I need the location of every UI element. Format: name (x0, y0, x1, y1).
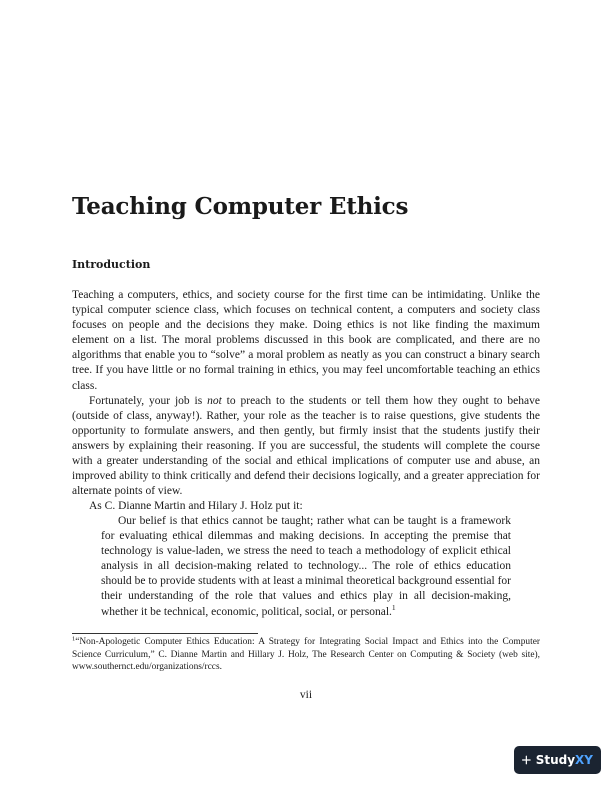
watermark-brand-prefix: Study (535, 753, 576, 767)
watermark-brand-suffix: XY (575, 753, 593, 767)
paragraph-1: Teaching a computers, ethics, and society course for the first time can be intimidating. Unlike the typical computer science class, which focuses on technical content, a computers and society class focuses on people and the decisions they make. Doing ethics is not like finding the maximum element on a list. The moral problems discussed in this book are complicated, and there are no algorithms that enable you to “solve” a moral problem as neatly as you can construct a binary search tree. If you have little or no formal training in ethics, you may feel uncomfortable teaching an ethics class. (72, 289, 540, 392)
footnote-marker: 1 (72, 635, 76, 643)
chapter-title: Teaching Computer Ethics (72, 193, 409, 220)
footnote-text: “Non-Apologetic Computer Ethics Education: A Strategy for Integrating Social Impact and Ethics into the Computer Science Curriculum,” C. Dianne Martin and Hillary J. Holz, The Research Center on Computing & Society (web site), www.southernct.edu/organizations/rccs. (72, 637, 540, 673)
body-text (72, 288, 540, 514)
footnote-reference[interactable]: 1 (391, 602, 396, 612)
paragraph-2-rest: to preach to the students or tell them how they ought to behave (outside of class, anyway!). Rather, your role as the teacher is to raise questions, give students the opportunity to formulate answers, and then gently, but firmly insist that the students justify their answers by explaining their reasoning. If you are successful, the students will complete the course with a greater understanding of the social and ethical implications of computer use and abuse, an improved ability to think critically and defend their decisions logically, and a greater appreciation for alternate points of view. (72, 394, 540, 498)
footnote (72, 636, 540, 674)
section-heading: Introduction (72, 258, 151, 271)
block-quote (101, 514, 511, 620)
page-number: vii (299, 689, 313, 701)
paragraph-2-emphasis: not (207, 394, 222, 407)
paragraph-3: As C. Dianne Martin and Hilary J. Holz put it: (89, 500, 303, 513)
watermark-brand (536, 753, 593, 767)
plus-icon (522, 753, 531, 767)
paragraph-2-lead: Fortunately, your job is (89, 394, 208, 407)
paragraph-2 (72, 394, 540, 500)
footnote-divider (72, 633, 258, 634)
block-quote-text: Our belief is that ethics cannot be taught; rather what can be taught is a framework for evaluating ethical dilemmas and making decisions. In accepting the premise that technology is value-laden, we stress the need to teach a methodology of explicit ethical analysis in all decision-making related to technology... The role of ethics education should be to provide students with at least a minimal theoretical background essential for their understanding of the role that values and ethics play in all decision-making, whether it be technical, economic, political, social, or personal. (101, 515, 511, 618)
studyxy-watermark[interactable] (514, 746, 601, 774)
